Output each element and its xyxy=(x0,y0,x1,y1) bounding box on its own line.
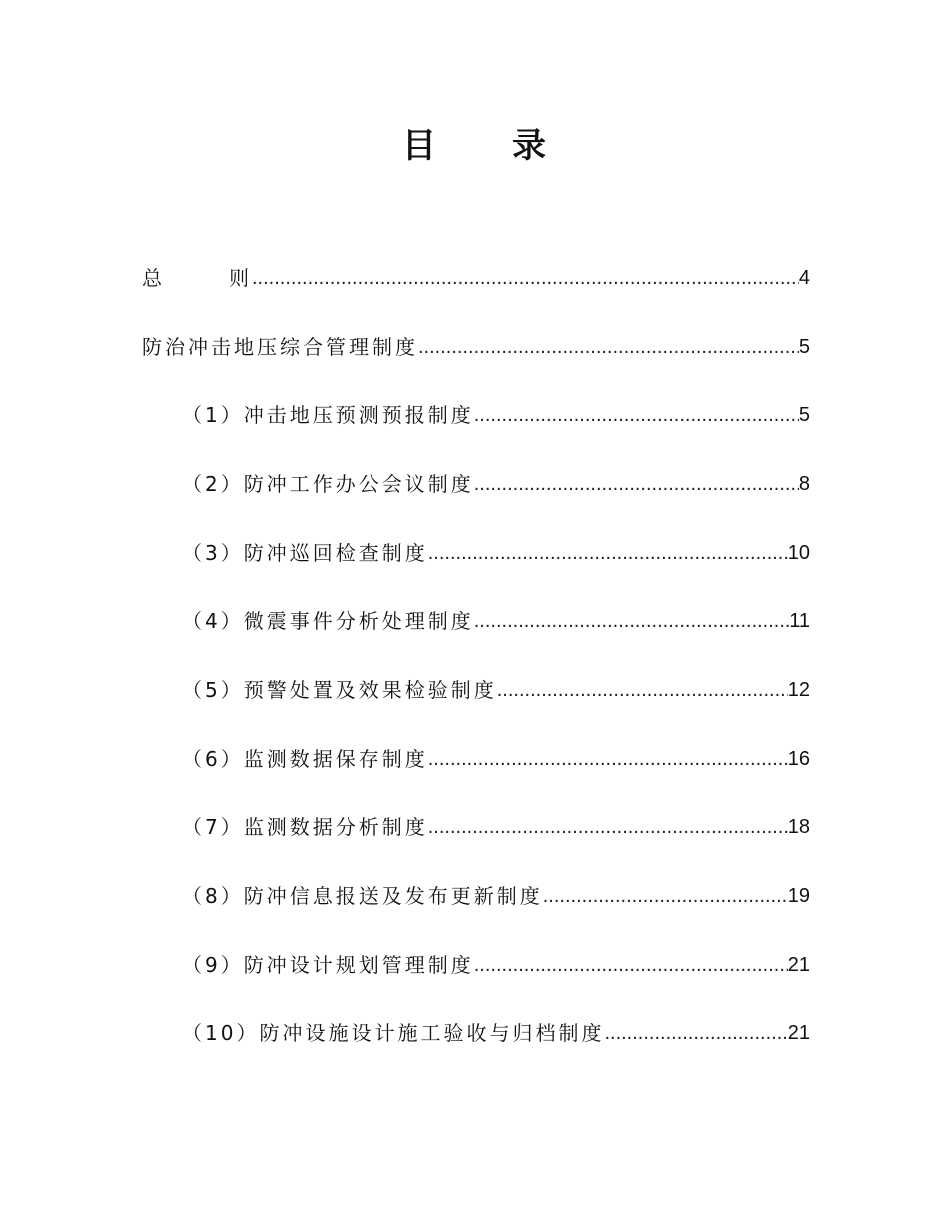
toc-entry-9[interactable] xyxy=(182,945,810,985)
toc-entry-7[interactable] xyxy=(182,807,810,847)
toc-leader-dots xyxy=(474,395,799,435)
toc-leader-dots xyxy=(252,258,799,298)
toc-entry-4[interactable] xyxy=(182,601,810,641)
toc-page-number: 18 xyxy=(787,816,810,838)
toc-leader-dots xyxy=(474,464,799,504)
toc-page-number: 8 xyxy=(798,473,810,495)
toc-page-number: 4 xyxy=(798,267,810,289)
toc-leader-dots xyxy=(418,327,799,367)
toc-leader-dots xyxy=(604,1013,787,1053)
title-char-second: 录 xyxy=(512,126,548,166)
toc-page-number: 11 xyxy=(789,610,810,632)
toc-page-number: 21 xyxy=(787,954,810,976)
toc-page-number: 10 xyxy=(787,542,810,564)
toc-page-number: 5 xyxy=(798,404,810,426)
toc-entry-label: （6）监测数据保存制度 xyxy=(182,747,428,771)
toc-entry-label: （2）防冲工作办公会议制度 xyxy=(182,472,474,496)
toc-page-number: 5 xyxy=(798,336,810,358)
toc-leader-dots xyxy=(474,601,790,641)
toc-leader-dots xyxy=(428,807,788,847)
page-title xyxy=(0,122,950,170)
toc-entry-comprehensive-management[interactable] xyxy=(142,327,810,367)
toc-entry-label: （1）冲击地压预测预报制度 xyxy=(182,403,474,427)
toc-leader-dots xyxy=(428,533,788,573)
toc-label-char-a: 总 xyxy=(142,266,165,290)
toc-entry-6[interactable] xyxy=(182,739,810,779)
toc-page-number: 21 xyxy=(787,1022,810,1044)
toc-entry-3[interactable] xyxy=(182,533,810,573)
toc-entry-label: （7）监测数据分析制度 xyxy=(182,815,428,839)
toc-label-char-b: 则 xyxy=(229,266,252,290)
toc-page-number: 19 xyxy=(787,885,810,907)
toc-entry-general-rules[interactable] xyxy=(142,258,810,298)
toc-page-number: 12 xyxy=(787,679,810,701)
toc-leader-dots xyxy=(497,670,788,710)
toc-entry-5[interactable] xyxy=(182,670,810,710)
toc-entry-8[interactable] xyxy=(182,876,810,916)
toc-entry-label: （8）防冲信息报送及发布更新制度 xyxy=(182,884,543,908)
toc-page-number: 16 xyxy=(787,748,810,770)
toc-leader-dots xyxy=(474,945,788,985)
toc-entry-label: 防治冲击地压综合管理制度 xyxy=(142,335,418,359)
toc-entry-1[interactable] xyxy=(182,395,810,435)
toc-entry-label xyxy=(142,258,252,298)
toc-entry-10[interactable] xyxy=(182,1013,810,1053)
toc-entry-label: （9）防冲设计规划管理制度 xyxy=(182,953,474,977)
toc-entry-label: （4）微震事件分析处理制度 xyxy=(182,609,474,633)
toc-entry-label: （3）防冲巡回检查制度 xyxy=(182,541,428,565)
toc-leader-dots xyxy=(543,876,788,916)
toc-leader-dots xyxy=(428,739,788,779)
toc-entry-2[interactable] xyxy=(182,464,810,504)
toc-entry-label: （10）防冲设施设计施工验收与归档制度 xyxy=(182,1021,605,1045)
toc-entry-label: （5）预警处置及效果检验制度 xyxy=(182,678,497,702)
title-char-first: 目 xyxy=(402,126,438,166)
